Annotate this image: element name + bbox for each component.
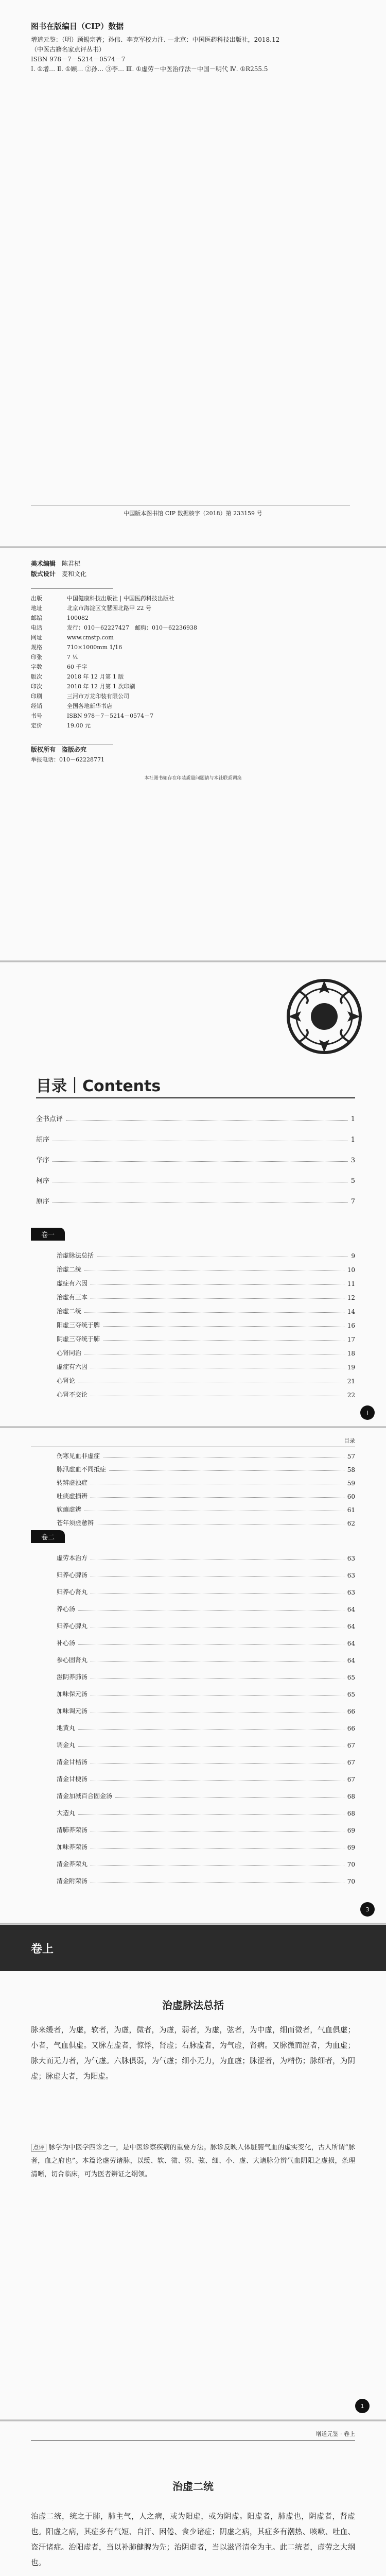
toc-vol1-item-title: 虚症有六因: [57, 1363, 88, 1370]
toc-vol2-item-row[interactable]: [57, 1687, 355, 1698]
leader-dots: [78, 1814, 344, 1815]
leader-dots: [91, 1882, 344, 1883]
copyright-key: 印次: [31, 683, 42, 690]
toc-vol2-item-page: 65: [347, 1691, 355, 1698]
copyright-key: 字数: [31, 664, 42, 670]
toc-vol2-item-row[interactable]: [57, 1653, 355, 1664]
toc-vol1c-item-title: 软瘫虚辨: [57, 1506, 82, 1513]
cip-title: 图书在版编目（CIP）数据: [31, 22, 124, 31]
copyright-value: 2018 年 12 月第 1 版: [67, 673, 124, 680]
toc-vol1-item-page: 11: [347, 1280, 355, 1287]
copyright-key: 经销: [31, 703, 42, 709]
toc-vol2-item-page: 67: [347, 1742, 355, 1749]
toc-vol1c-item-row[interactable]: [57, 1502, 355, 1514]
cip-page: [0, 0, 386, 546]
leader-dots: [52, 1161, 348, 1162]
toc-vol1-item-row[interactable]: [57, 1248, 355, 1260]
toc-vol2-item-page: 68: [347, 1810, 355, 1817]
toc-front-item-title: 华序: [36, 1157, 50, 1164]
copyright-value: 100082: [67, 615, 89, 621]
toc-front-item-page: 3: [350, 1157, 355, 1164]
toc-vol1-item-page: 22: [347, 1392, 355, 1399]
leader-dots: [84, 1270, 344, 1271]
toc-vol2-item-page: 70: [347, 1861, 355, 1868]
toc-vol2-item-page: 63: [347, 1555, 355, 1562]
toc-vol2-item-page: 68: [347, 1793, 355, 1800]
toc-vol2-item-title: 清金养荣丸: [57, 1860, 88, 1868]
leader-dots: [91, 1848, 344, 1849]
toc-front-item-row[interactable]: [36, 1194, 355, 1206]
toc-vol2-item-title: 清金甘梗汤: [57, 1775, 88, 1783]
toc-front-item-row[interactable]: [36, 1112, 355, 1123]
service-line: 举报电话：010－62228771: [31, 756, 104, 763]
copyright-credits: [31, 558, 86, 579]
toc-vol1-item-row[interactable]: [57, 1387, 355, 1399]
toc-vol2-item-page: 67: [347, 1776, 355, 1783]
toc-vol2-item-page: 67: [347, 1759, 355, 1766]
toc-vol1-item-page: 10: [347, 1266, 355, 1274]
toc-vol1-item-page: 9: [351, 1252, 355, 1260]
toc-vol2-item-title: 清金甘桔汤: [57, 1758, 88, 1766]
toc-front-item-page: 7: [350, 1198, 355, 1206]
copyright-key: 邮编: [31, 615, 42, 621]
toc-vol2-item-row[interactable]: [57, 1721, 355, 1732]
toc-vol1-item-row[interactable]: [57, 1374, 355, 1385]
leader-dots: [66, 1120, 348, 1121]
leader-dots: [91, 1780, 344, 1781]
text-runhead: 增道元鉴 · 卷上: [31, 2430, 355, 2441]
toc-vol2-item-row[interactable]: [57, 1619, 355, 1630]
leader-dots: [91, 1661, 344, 1662]
toc-vol1-item-title: 心肾同治: [57, 1349, 82, 1357]
toc-vol1-item-title: 心肾论: [57, 1377, 76, 1384]
copyright-divider: [31, 588, 113, 589]
toc-vol2-item-row[interactable]: [57, 1840, 355, 1851]
copyright-row: [31, 633, 350, 642]
toc-vol1c-item-page: 58: [347, 1466, 355, 1473]
toc-vol2-item-row[interactable]: [57, 1755, 355, 1766]
toc-vol2-item-title: 调金丸: [57, 1741, 76, 1749]
toc-front-item-title: 原序: [36, 1198, 50, 1206]
editor-label: 美术编辑: [31, 560, 56, 567]
toc-vol2-item-page: 66: [347, 1725, 355, 1732]
commentary-paragraph: [31, 2141, 355, 2181]
toc-vol2-item-row[interactable]: [57, 1738, 355, 1749]
body-paragraph: 脉来缓者，为虚，软者，为虚，微者，为虚，弱者，为虚，弦者，为中虚，细而微者，气血俱虚；小者，气血俱虚。又脉左虚者，惊悸，肾虚；右脉虚者，为气虚，肾病。又脉微而涩者，为血虚；脉大而无力者，为气虚。六脉俱弱，为气虚；细小无力，为血虚；脉涩者，为精伤；脉细者，为阴虚；脉虚大者，为阳虚。: [31, 2026, 355, 2081]
editor-value: 陈君杞: [62, 560, 81, 567]
leader-dots: [91, 1298, 344, 1299]
toc-vol1-label: 卷一: [31, 1228, 65, 1241]
cip-body: 增道元鉴：（明）顾锡宗著；孙伟、李克军校力注. —北京：中国医药科技出版社，2018.12 （中医古籍名家点评丛书） ISBN 978－7－5214－0574－7 Ⅰ. ①增… Ⅱ. ①顾… ②孙… ③李… Ⅲ. ①虚劳－中医治疗法－中国－明代 Ⅳ. ①R255.5: [31, 36, 280, 73]
toc-vol1-item-row[interactable]: [57, 1304, 355, 1315]
toc-vol2-item-page: 66: [347, 1708, 355, 1715]
toc-front-item-page: 5: [350, 1177, 355, 1185]
copyright-value: 19.00 元: [67, 722, 91, 729]
copyright-row: [31, 642, 350, 652]
copyright-row: [31, 711, 350, 721]
toc-vol1-item-row[interactable]: [57, 1262, 355, 1274]
leader-dots: [91, 1627, 344, 1628]
toc-vol1c-item-title: 脉汛虚血不同抵症: [57, 1466, 107, 1473]
toc-vol1-item-title: 阴虚三夺统于肺: [57, 1335, 100, 1343]
copyright-value: 全国各地新华书店: [67, 703, 112, 709]
toc-vol1-item-row[interactable]: [57, 1276, 355, 1287]
copyright-key: 印刷: [31, 693, 42, 700]
toc-front-item-row[interactable]: [36, 1153, 355, 1164]
toc-vol2-item-title: 养心汤: [57, 1605, 76, 1613]
toc-vol1-item-title: 治虚二统: [57, 1308, 82, 1315]
toc-front-item-page: 1: [350, 1115, 355, 1123]
copyright-key: 规格: [31, 644, 42, 651]
leader-dots: [91, 1678, 344, 1679]
toc-vol2-item-page: 64: [347, 1623, 355, 1630]
copyright-value: 发行：010－62227427 邮购：010－62236938: [67, 624, 197, 631]
toc-vol1c-item-page: 62: [347, 1520, 355, 1527]
toc-vol2-item-page: 69: [347, 1844, 355, 1851]
copyright-row: [31, 672, 350, 682]
copyright-row: [31, 603, 350, 613]
text-page-2: [0, 2421, 386, 2576]
rights-line: 版权所有 盗版必究: [31, 746, 87, 753]
toc-vol2-item-page: 65: [347, 1674, 355, 1681]
leader-dots: [91, 1284, 344, 1285]
copyright-value: www.cmstp.com: [67, 634, 114, 641]
copyright-row: [31, 613, 350, 623]
leader-dots: [78, 1729, 344, 1730]
toc-vol1c-item-row[interactable]: [57, 1516, 355, 1527]
toc-vol2-label: 卷二: [31, 1530, 65, 1543]
toc-vol2-item-row[interactable]: [57, 1602, 355, 1613]
toc-vol1c-item-row[interactable]: [57, 1449, 355, 1460]
vol-banner-label: 卷上: [31, 1943, 54, 1956]
leader-dots: [109, 1470, 344, 1471]
toc-front-item-row[interactable]: [36, 1132, 355, 1144]
toc-page-1: [0, 962, 386, 1426]
toc-vol2-item-title: 清金附荣汤: [57, 1877, 88, 1885]
toc-vol1c-item-title: 吐痰虚损辨: [57, 1493, 88, 1500]
copyright-rows: [31, 594, 350, 731]
copyright-value: 60 千字: [67, 664, 87, 670]
toc-vol2-item-title: 滋阴养肺汤: [57, 1673, 88, 1681]
toc-front-item-title: 胡序: [36, 1136, 50, 1144]
leader-dots: [78, 1644, 344, 1645]
leader-dots: [91, 1497, 344, 1498]
toc-vol2-item-row[interactable]: [57, 1772, 355, 1783]
toc-vol1c-item-title: 转辨虚浊症: [57, 1479, 88, 1486]
toc-vol1c-item-title: 伤寒见血非虚症: [57, 1452, 100, 1460]
toc-vol2-item-title: 归养心脾汤: [57, 1571, 88, 1579]
body-paragraph-2: 治虚二统，统之于肺，肺主气，人之病，或为阳虚，或为阴虚。阳虚者，肺虚也，阴虚者，肾虚也。阳虚之病，其症多有气短、自汗、困倦、食少诸症；阴虚之病，其症多有潮热、咳嗽、吐血、盗汗诸症。治阳虚者，当以补肺健脾为先；治阴虚者，当以滋肾清金为主。此二统者，虚劳之大纲也。: [31, 2513, 355, 2567]
toc-vol1-item-page: 21: [347, 1378, 355, 1385]
copyright-key: 书号: [31, 713, 42, 719]
toc-vol1-item-page: 18: [347, 1350, 355, 1357]
toc-vol2-item-title: 清肺养荣汤: [57, 1826, 88, 1834]
toc-vol1c-item-page: 59: [347, 1480, 355, 1487]
toc-vol1-item-row[interactable]: [57, 1346, 355, 1357]
leader-dots: [103, 1326, 344, 1327]
toc-vol1-item-page: 16: [347, 1322, 355, 1329]
cip-footer: 中国版本图书馆 CIP 数据核字（2018）第 233159 号: [124, 510, 262, 517]
toc-vol1-item-page: 14: [347, 1308, 355, 1315]
toc-vol2-item-row[interactable]: [57, 1585, 355, 1596]
copyright-page: [0, 548, 386, 960]
toc-vol1c-item-page: 57: [347, 1453, 355, 1460]
copyright-key: 版次: [31, 673, 42, 680]
toc-vol1c-item-row[interactable]: [57, 1489, 355, 1500]
toc-vol1c-item-row[interactable]: [57, 1476, 355, 1487]
toc-title-rule: [36, 1097, 355, 1098]
toc-title: 目录｜Contents: [36, 1077, 161, 1095]
leader-dots: [91, 1712, 344, 1713]
toc-vol2-item-title: 加味养荣汤: [57, 1843, 88, 1851]
copyright-value: 710×1000mm 1/16: [67, 644, 122, 651]
fine-print: 本社图书如存在印装质量问题请与本社联系调换: [144, 776, 242, 781]
leader-dots: [78, 1610, 344, 1611]
toc-vol2-item-row[interactable]: [57, 1874, 355, 1885]
copyright-row: [31, 623, 350, 633]
copyright-key: 出版: [31, 595, 42, 602]
toc-vol1-item-title: 治虚有三本: [57, 1294, 88, 1301]
leader-dots: [84, 1312, 344, 1313]
toc-vol2-item-page: 64: [347, 1657, 355, 1664]
toc-vol2-item-title: 归养心脾丸: [57, 1622, 88, 1630]
leader-dots: [78, 1746, 344, 1747]
toc-vol2-item-page: 63: [347, 1572, 355, 1579]
copyright-value: 中国健康科技出版社 | 中国医药科技出版社: [67, 595, 174, 602]
copyright-value: 7 ¼: [67, 654, 78, 660]
toc-vol2-item-page: 69: [347, 1827, 355, 1834]
toc-vol1-item-title: 治虚二统: [57, 1266, 82, 1273]
copyright-value: 北京市海淀区文慧园北路甲 22 号: [67, 605, 151, 612]
leader-dots: [103, 1340, 344, 1341]
copyright-row: [31, 662, 350, 672]
toc-vol1c-item-title: 苍年须虚惫辨: [57, 1519, 94, 1527]
toc-vol1-item-row[interactable]: [57, 1290, 355, 1301]
leader-dots: [115, 1797, 344, 1798]
toc-vol2-item-title: 虚劳本治方: [57, 1554, 88, 1562]
toc-vol2-item-row[interactable]: [57, 1551, 355, 1562]
leader-dots: [103, 1457, 344, 1458]
toc-vol1-item-row[interactable]: [57, 1360, 355, 1371]
page-number-badge-2: 3: [360, 1902, 375, 1917]
toc-vol1-item-page: 17: [347, 1336, 355, 1343]
leader-dots: [91, 1576, 344, 1577]
copyright-key: 电话: [31, 624, 42, 631]
toc-vol2-item-title: 加味调元汤: [57, 1707, 88, 1715]
toc-vol1-item-row[interactable]: [57, 1332, 355, 1343]
toc-vol2-item-title: 归养心肾丸: [57, 1588, 88, 1596]
toc-vol2-item-title: 地黄丸: [57, 1724, 76, 1732]
leader-dots: [91, 1695, 344, 1696]
toc-vol1c-item-page: 60: [347, 1493, 355, 1500]
toc-vol2-item-row[interactable]: [57, 1670, 355, 1681]
toc-vol2-item-row[interactable]: [57, 1823, 355, 1834]
decorative-medallion-icon: [275, 973, 373, 1060]
toc-vol2-item-row[interactable]: [57, 1789, 355, 1800]
copyright-value: 三河市万龙印装有限公司: [67, 693, 129, 700]
toc-vol1-item-title: 心肾不交论: [57, 1391, 88, 1398]
commentary-tag: 点评: [31, 2144, 46, 2151]
toc-front-item-title: 柯序: [36, 1177, 50, 1185]
copyright-row: [31, 682, 350, 691]
toc-vol1-item-row[interactable]: [57, 1318, 355, 1329]
toc-vol2-item-page: 64: [347, 1640, 355, 1647]
toc-vol2-item-row[interactable]: [57, 1636, 355, 1647]
copyright-row: [31, 594, 350, 603]
toc-vol1c-item-row[interactable]: [57, 1462, 355, 1473]
toc-vol2-item-title: 参心固肾丸: [57, 1656, 88, 1664]
copyright-row: [31, 701, 350, 711]
toc-vol2-item-page: 64: [347, 1606, 355, 1613]
chapter-title-2: 治虚二统: [172, 2480, 214, 2493]
copyright-value: 2018 年 12 月第 1 次印刷: [67, 683, 135, 690]
copyright-row: [31, 652, 350, 662]
chapter-title: 治虚脉法总括: [162, 1999, 224, 2011]
design-label: 版式设计: [31, 570, 56, 578]
leader-dots: [91, 1831, 344, 1832]
page-number-badge-3: 1: [355, 2399, 370, 2413]
toc-vol1-item-title: 阳虚三夺统于脾: [57, 1321, 100, 1329]
copyright-key: 地址: [31, 605, 42, 612]
leader-dots: [91, 1865, 344, 1866]
toc-vol2-item-page: 63: [347, 1589, 355, 1596]
page-number-badge: I: [360, 1405, 375, 1420]
toc-front-item-title: 全书点评: [36, 1115, 63, 1123]
toc-vol2-item-row[interactable]: [57, 1806, 355, 1817]
toc-vol2-item-title: 大造丸: [57, 1809, 76, 1817]
leader-dots: [91, 1763, 344, 1764]
commentary-text: 脉学为中医学四诊之一，是中医诊察疾病的重要方法。脉诊反映人体脏腑气血的虚实变化，古人所谓“脉者，血之府也”。本篇论虚劳诸脉，以缓、软、微、弱、弦、细、小、虚、大诸脉分辨气血阴阳之虚损，条理清晰，切合临床，可为医者辨证之纲领。: [31, 2144, 356, 2178]
toc-vol1c-item-page: 61: [347, 1506, 355, 1514]
toc-page-2: [0, 1428, 386, 1923]
toc-vol2-item-title: 清金加减百合固金汤: [57, 1792, 113, 1800]
toc-vol1-item-page: 12: [347, 1294, 355, 1301]
copyright-value: ISBN 978－7－5214－0574－7: [67, 713, 154, 719]
toc-vol1-item-title: 治虚脉法总括: [57, 1252, 94, 1259]
toc-front-item-row[interactable]: [36, 1174, 355, 1185]
toc-vol2-item-row[interactable]: [57, 1704, 355, 1715]
vol-banner: [0, 1925, 386, 1971]
toc-vol1-item-title: 虚症有六因: [57, 1280, 88, 1287]
design-value: 麦和文化: [62, 570, 87, 578]
leader-dots: [91, 1559, 344, 1560]
toc-front-item-page: 1: [350, 1136, 355, 1144]
text-page-1: [0, 1925, 386, 2419]
copyright-row: [31, 721, 350, 731]
toc-vol2-item-row[interactable]: [57, 1857, 355, 1868]
toc-runhead: 目录: [31, 1436, 355, 1447]
toc-vol2-item-row[interactable]: [57, 1568, 355, 1579]
toc-vol2-item-title: 补心汤: [57, 1639, 76, 1647]
leader-dots: [91, 1593, 344, 1594]
copyright-row: [31, 691, 350, 701]
leader-dots: [52, 1202, 348, 1203]
toc-vol1-item-page: 19: [347, 1364, 355, 1371]
copyright-key: 定价: [31, 722, 42, 729]
copyright-key: 网址: [31, 634, 42, 641]
toc-vol2-item-title: 加味保元汤: [57, 1690, 88, 1698]
copyright-key: 印张: [31, 654, 42, 660]
toc-vol2-item-page: 70: [347, 1878, 355, 1885]
